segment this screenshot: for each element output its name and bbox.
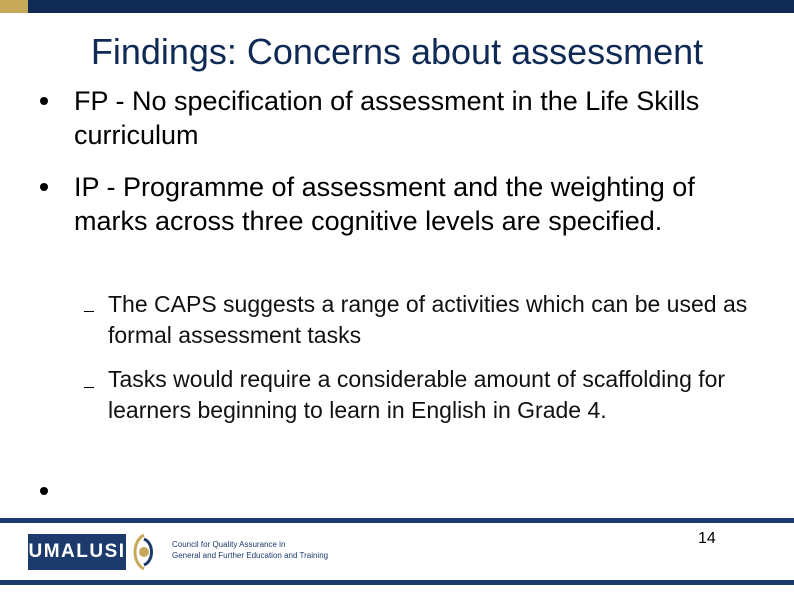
page-number: 14 — [698, 530, 716, 547]
sub-bullet-dash — [84, 387, 94, 388]
sub-bullet-tasks: Tasks would require a considerable amount of scaffolding for learners beginning to learn in English in Grade 4. — [108, 366, 726, 423]
org-name-line1: Council for Quality Assurance in — [172, 540, 286, 549]
footer-top-line — [0, 518, 794, 523]
empty-bullet-dot — [40, 487, 48, 495]
top-header-bar — [28, 0, 794, 13]
sub-bullet-caps: The CAPS suggests a range of activities which can be used as formal assessment tasks — [108, 291, 748, 348]
umalusi-logo: UMALUSI — [28, 534, 126, 570]
footer-bottom-line — [0, 580, 794, 585]
bullet-dot — [40, 97, 48, 105]
org-name-line2: General and Further Education and Training — [172, 551, 329, 560]
top-accent-bar — [0, 0, 28, 13]
sub-bullet-dash — [84, 311, 94, 312]
org-name — [172, 539, 328, 561]
bullet-dot — [40, 183, 48, 191]
bullet-ip: IP - Programme of assessment and the weighting of marks across three cognitive levels are specified. — [74, 172, 695, 236]
bullet-fp: FP - No specification of assessment in the Life Skills curriculum — [74, 86, 700, 150]
umalusi-emblem-icon — [128, 533, 160, 571]
slide-title: Findings: Concerns about assessment — [90, 31, 704, 72]
